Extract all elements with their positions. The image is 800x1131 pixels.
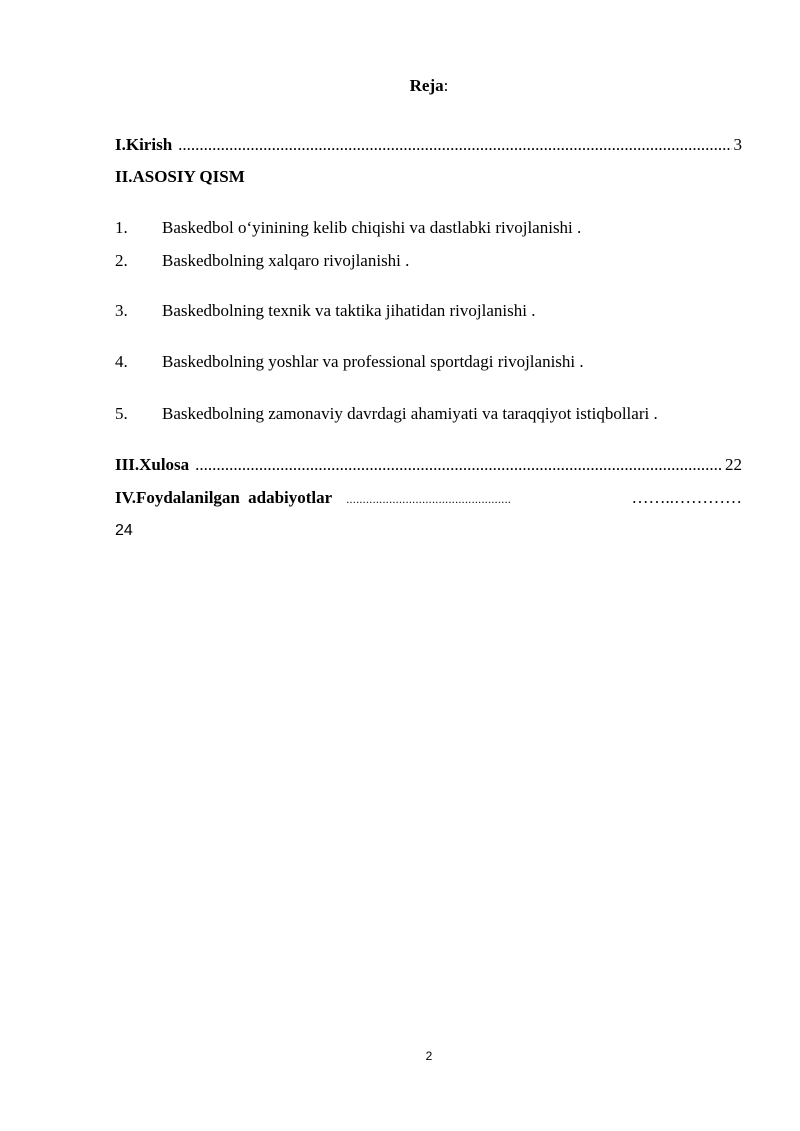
toc-item-number: 4. [115, 352, 128, 371]
toc-item [115, 352, 584, 372]
dot-leader [178, 135, 731, 155]
toc-entry-kirish [115, 135, 742, 155]
dot-leader: .................................................. [346, 492, 512, 506]
toc-item-number: 3. [115, 301, 128, 320]
page-title [0, 76, 800, 96]
toc-item-text: Baskedbolning xalqaro rivojlanishi . [162, 251, 410, 270]
toc-entry-page: 24 [115, 522, 133, 539]
toc-item-text: Baskedbol o‘yinining kelib chiqishi va dastlabki rivojlanishi . [162, 218, 582, 237]
toc-item [115, 404, 658, 424]
toc-item-number: 5. [115, 404, 128, 423]
toc-entry-page: 3 [733, 135, 742, 154]
toc-section-heading: II.ASOSIY QISM [115, 167, 245, 186]
toc-item [115, 218, 581, 238]
toc-entry-foydalanilgan [115, 488, 742, 509]
page-number: 2 [425, 1049, 433, 1063]
toc-item-number: 2. [115, 251, 128, 270]
toc-item-text: Baskedbolning zamonaviy davrdagi ahamiyati va taraqqiyot istiqbollari . [162, 404, 658, 423]
toc-entry-label: III.Xulosa [115, 455, 190, 474]
dot-leader [195, 455, 723, 475]
title-suffix: : [443, 76, 449, 95]
toc-item-text: Baskedbolning yoshlar va professional sportdagi rivojlanishi . [162, 352, 584, 371]
toc-item [115, 251, 409, 271]
title-bold: Reja [409, 76, 444, 95]
toc-entry-xulosa [115, 455, 742, 475]
toc-entry-label: I.Kirish [115, 135, 173, 154]
toc-item-text: Baskedbolning texnik va taktika jihatidan rivojlanishi . [162, 301, 536, 320]
dot-leader-tail: ……..………… [631, 488, 742, 507]
toc-entry-page: 22 [725, 455, 742, 474]
toc-item [115, 301, 535, 321]
toc-entry-label: IV.Foydalanilgan adabiyotlar [115, 488, 333, 507]
toc-item-number: 1. [115, 218, 128, 237]
